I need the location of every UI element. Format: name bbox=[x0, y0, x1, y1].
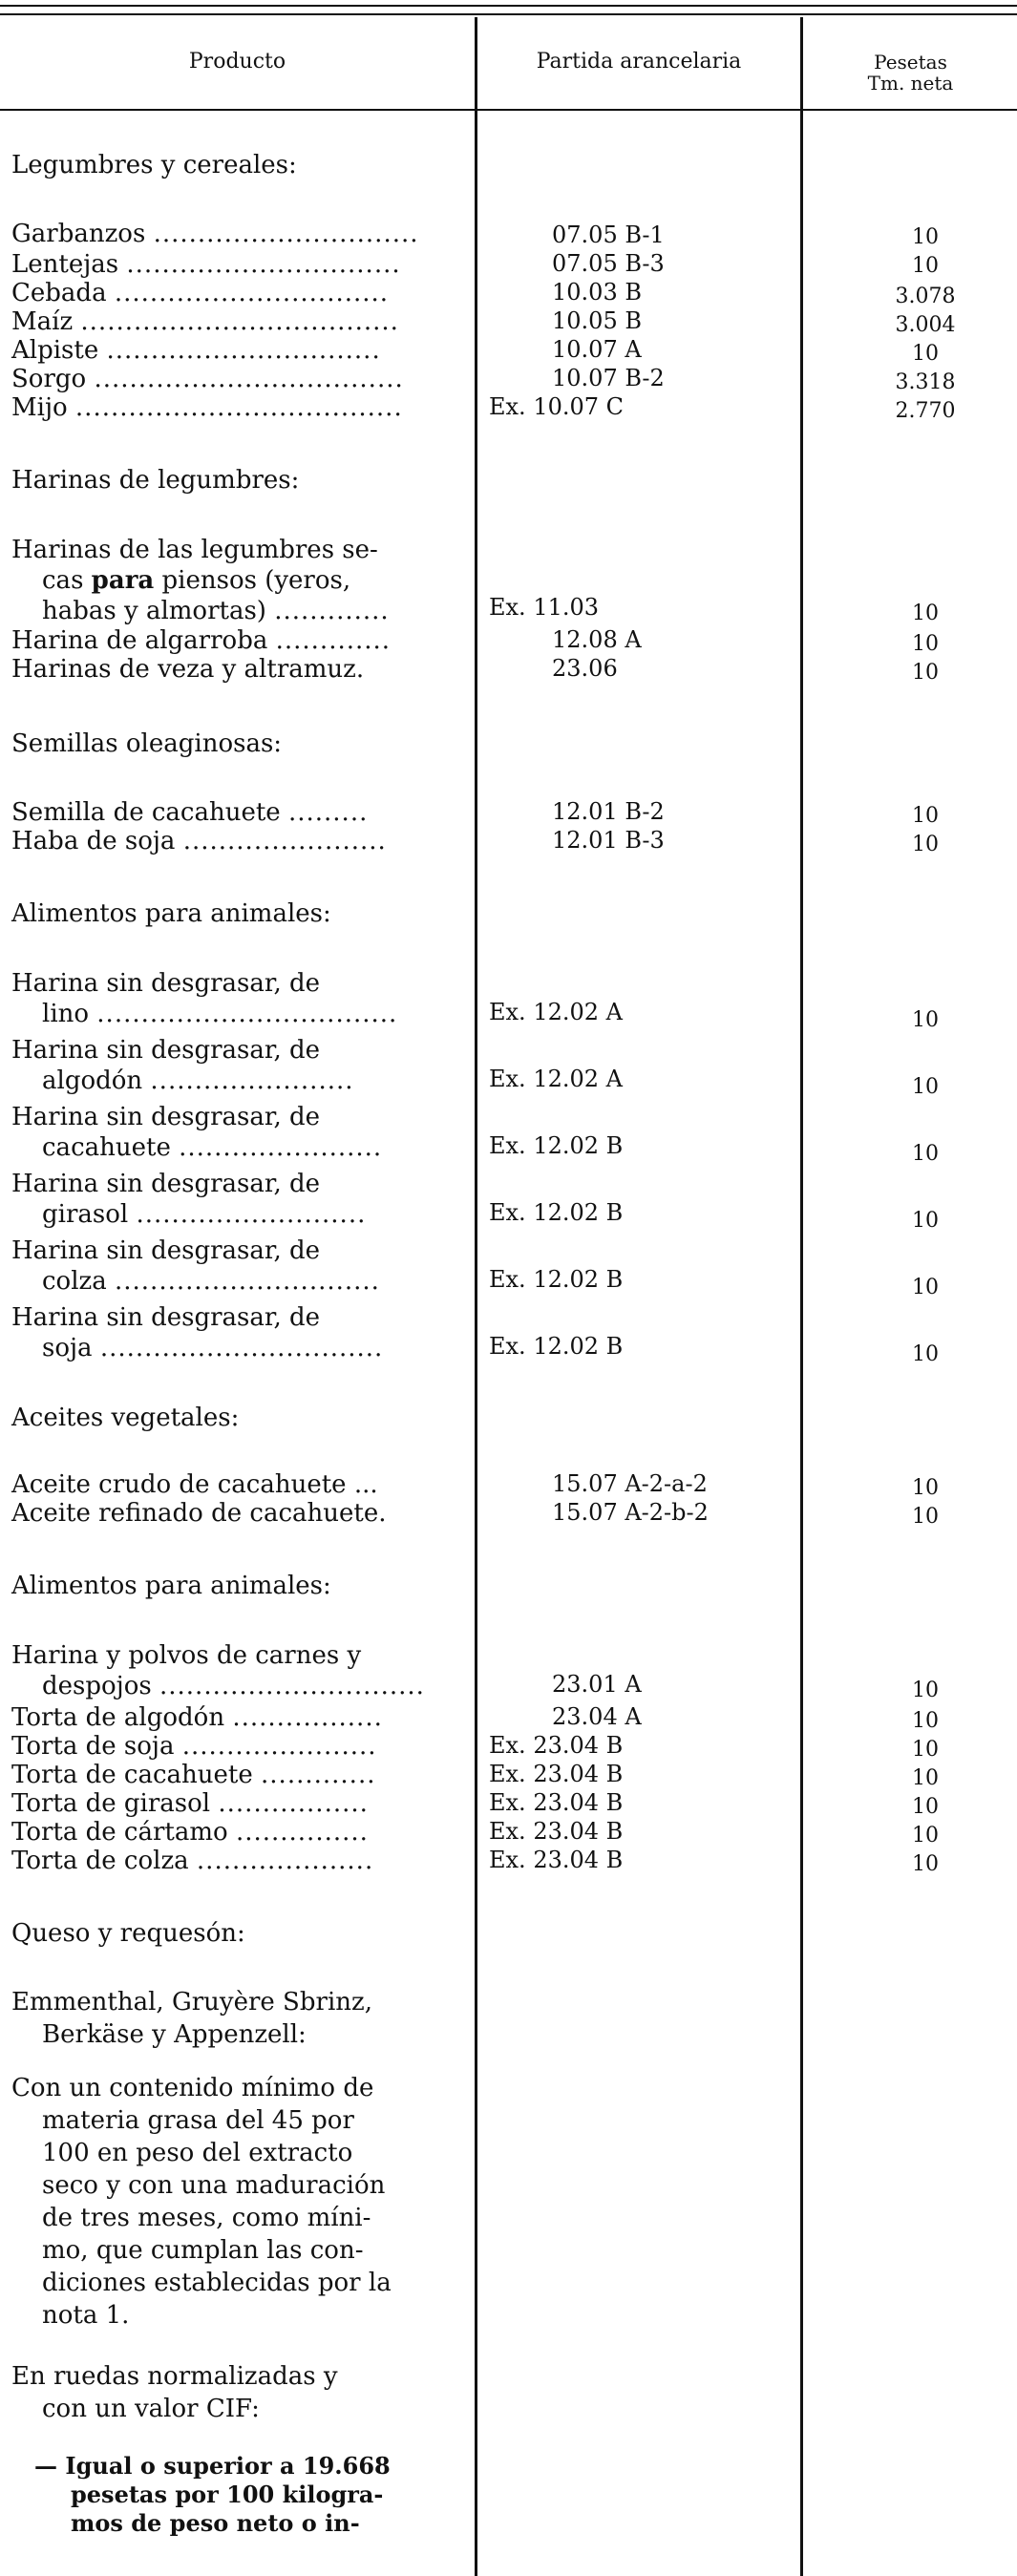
value-harina-cacahuete: 10 bbox=[912, 1142, 939, 1166]
value-maiz: 3.004 bbox=[895, 313, 956, 337]
cheese-ruedas: En ruedas normalizadas y con un valor CIF: bbox=[11, 2362, 338, 2423]
row-harinas-legumbres: Harinas de las legumbres se- cas para piensos (yeros, habas y almortas) ............. bbox=[11, 536, 390, 625]
code-harina-lino: Ex. 12.02 A bbox=[489, 999, 623, 1025]
section-aceites: Aceites vegetales: bbox=[11, 1404, 240, 1432]
cheese-igual: — Igual o superior a 19.668 pesetas por 100 kilogra- mos de peso neto o in- bbox=[34, 2452, 391, 2537]
code-aceite-refinado: 15.07 A-2-b-2 bbox=[552, 1499, 709, 1526]
value-harina-soja: 10 bbox=[912, 1342, 939, 1366]
value-cebada: 3.078 bbox=[895, 285, 956, 308]
section-harinas: Harinas de legumbres: bbox=[11, 466, 300, 495]
row-harinas-veza: Harinas de veza y altramuz. bbox=[11, 655, 365, 684]
row-harina-algarroba: Harina de algarroba ............. bbox=[11, 626, 392, 655]
value-mijo: 2.770 bbox=[895, 399, 956, 423]
top-rule-2 bbox=[0, 13, 1017, 15]
row-mijo: Mijo ..................................... bbox=[11, 393, 403, 422]
header-rule bbox=[0, 109, 1017, 111]
row-torta-algodon: Torta de algodón ................. bbox=[11, 1703, 383, 1732]
value-torta-algodon: 10 bbox=[912, 1709, 939, 1733]
value-aceite-crudo: 10 bbox=[912, 1476, 939, 1500]
column-divider-1 bbox=[475, 17, 477, 2576]
code-lentejas: 07.05 B-3 bbox=[552, 250, 665, 277]
cheese-varieties: Emmenthal, Gruyère Sbrinz, Berkäse y Appenzell: bbox=[11, 1988, 372, 2049]
header-pesetas-line2: Tm. neta bbox=[867, 72, 954, 95]
section-alimentos-2: Alimentos para animales: bbox=[11, 1572, 331, 1600]
value-torta-cartamo: 10 bbox=[912, 1824, 939, 1848]
value-haba-soja: 10 bbox=[912, 833, 939, 856]
row-sorgo: Sorgo ................................... bbox=[11, 365, 404, 393]
section-alimentos-1: Alimentos para animales: bbox=[11, 899, 331, 928]
row-torta-cacahuete: Torta de cacahuete ............. bbox=[11, 1761, 376, 1789]
row-harina-colza: Harina sin desgrasar, de colza .............................. bbox=[11, 1236, 380, 1296]
header-producto: Producto bbox=[188, 50, 286, 74]
code-torta-algodon: 23.04 A bbox=[552, 1703, 642, 1730]
row-garbanzos: Garbanzos .............................. bbox=[11, 220, 419, 248]
code-torta-colza: Ex. 23.04 B bbox=[489, 1847, 624, 1873]
code-torta-cartamo: Ex. 23.04 B bbox=[489, 1818, 624, 1845]
section-legumbres: Legumbres y cereales: bbox=[11, 151, 297, 179]
code-harinas-legumbres: Ex. 11.03 bbox=[489, 594, 600, 621]
row-lentejas: Lentejas ............................... bbox=[11, 250, 401, 279]
row-harina-girasol: Harina sin desgrasar, de girasol .......................... bbox=[11, 1170, 367, 1229]
row-harina-carnes: Harina y polvos de carnes y despojos .............................. bbox=[11, 1641, 425, 1700]
code-harina-cacahuete: Ex. 12.02 B bbox=[489, 1132, 624, 1159]
row-harina-lino: Harina sin desgrasar, de lino .................................. bbox=[11, 969, 398, 1028]
row-semilla-cacahuete: Semilla de cacahuete ......... bbox=[11, 798, 369, 827]
code-alpiste: 10.07 A bbox=[552, 336, 642, 363]
value-harina-carnes: 10 bbox=[912, 1679, 939, 1702]
value-harinas-legumbres: 10 bbox=[912, 602, 939, 625]
code-torta-girasol: Ex. 23.04 B bbox=[489, 1789, 624, 1816]
column-divider-2 bbox=[800, 17, 803, 2576]
code-aceite-crudo: 15.07 A-2-a-2 bbox=[552, 1470, 708, 1497]
value-sorgo: 3.318 bbox=[895, 370, 956, 394]
code-harina-carnes: 23.01 A bbox=[552, 1671, 642, 1698]
top-rule bbox=[0, 5, 1017, 7]
section-semillas: Semillas oleaginosas: bbox=[11, 729, 283, 758]
row-torta-girasol: Torta de girasol ................. bbox=[11, 1789, 369, 1818]
row-cebada: Cebada ............................... bbox=[11, 279, 390, 307]
code-harina-colza: Ex. 12.02 B bbox=[489, 1266, 624, 1293]
value-harina-colza: 10 bbox=[912, 1276, 939, 1299]
section-queso: Queso y requesón: bbox=[11, 1919, 245, 1948]
value-torta-cacahuete: 10 bbox=[912, 1766, 939, 1790]
value-semilla-cacahuete: 10 bbox=[912, 804, 939, 828]
code-harina-algodon: Ex. 12.02 A bbox=[489, 1066, 623, 1092]
row-torta-cartamo: Torta de cártamo ............... bbox=[11, 1818, 369, 1847]
row-torta-soja: Torta de soja ...................... bbox=[11, 1732, 377, 1761]
value-torta-girasol: 10 bbox=[912, 1795, 939, 1819]
header-partida: Partida arancelaria bbox=[536, 50, 742, 74]
code-torta-soja: Ex. 23.04 B bbox=[489, 1732, 624, 1759]
row-haba-soja: Haba de soja ....................... bbox=[11, 827, 387, 855]
code-cebada: 10.03 B bbox=[552, 279, 642, 306]
value-aceite-refinado: 10 bbox=[912, 1505, 939, 1529]
code-haba-soja: 12.01 B-3 bbox=[552, 827, 665, 854]
code-torta-cacahuete: Ex. 23.04 B bbox=[489, 1761, 624, 1787]
code-harinas-veza: 23.06 bbox=[552, 655, 618, 682]
value-harinas-veza: 10 bbox=[912, 661, 939, 685]
value-torta-soja: 10 bbox=[912, 1738, 939, 1762]
header-pesetas bbox=[804, 52, 1017, 94]
row-maiz: Maíz .................................... bbox=[11, 307, 399, 336]
code-garbanzos: 07.05 B-1 bbox=[552, 222, 665, 248]
row-harina-cacahuete: Harina sin desgrasar, de cacahuete ....................... bbox=[11, 1103, 383, 1162]
row-harina-algodon: Harina sin desgrasar, de algodón ....................... bbox=[11, 1036, 354, 1095]
code-sorgo: 10.07 B-2 bbox=[552, 365, 665, 391]
code-harina-algarroba: 12.08 A bbox=[552, 626, 642, 653]
value-harina-algodon: 10 bbox=[912, 1075, 939, 1099]
value-harina-girasol: 10 bbox=[912, 1209, 939, 1233]
code-harina-girasol: Ex. 12.02 B bbox=[489, 1199, 624, 1226]
value-garbanzos: 10 bbox=[912, 225, 939, 249]
value-alpiste: 10 bbox=[912, 342, 939, 366]
value-torta-colza: 10 bbox=[912, 1852, 939, 1876]
code-mijo: Ex. 10.07 C bbox=[489, 393, 625, 420]
row-harina-soja: Harina sin desgrasar, de soja ................................ bbox=[11, 1303, 384, 1362]
value-lentejas: 10 bbox=[912, 254, 939, 278]
value-harina-algarroba: 10 bbox=[912, 632, 939, 656]
code-semilla-cacahuete: 12.01 B-2 bbox=[552, 798, 665, 825]
value-harina-lino: 10 bbox=[912, 1008, 939, 1032]
code-harina-soja: Ex. 12.02 B bbox=[489, 1333, 624, 1360]
row-torta-colza: Torta de colza .................... bbox=[11, 1847, 374, 1875]
header-pesetas-line1: Pesetas bbox=[874, 51, 947, 74]
row-alpiste: Alpiste ............................... bbox=[11, 336, 381, 365]
row-aceite-crudo: Aceite crudo de cacahuete ... bbox=[11, 1470, 378, 1499]
cheese-conditions: Con un contenido mínimo de materia grasa del 45 por 100 en peso del extracto seco y con una maduración de tres meses, como míni- mo, que cumplan las con- diciones establecidas por la nota 1. bbox=[11, 2074, 392, 2330]
code-maiz: 10.05 B bbox=[552, 307, 642, 334]
row-aceite-refinado: Aceite refinado de cacahuete. bbox=[11, 1499, 387, 1528]
